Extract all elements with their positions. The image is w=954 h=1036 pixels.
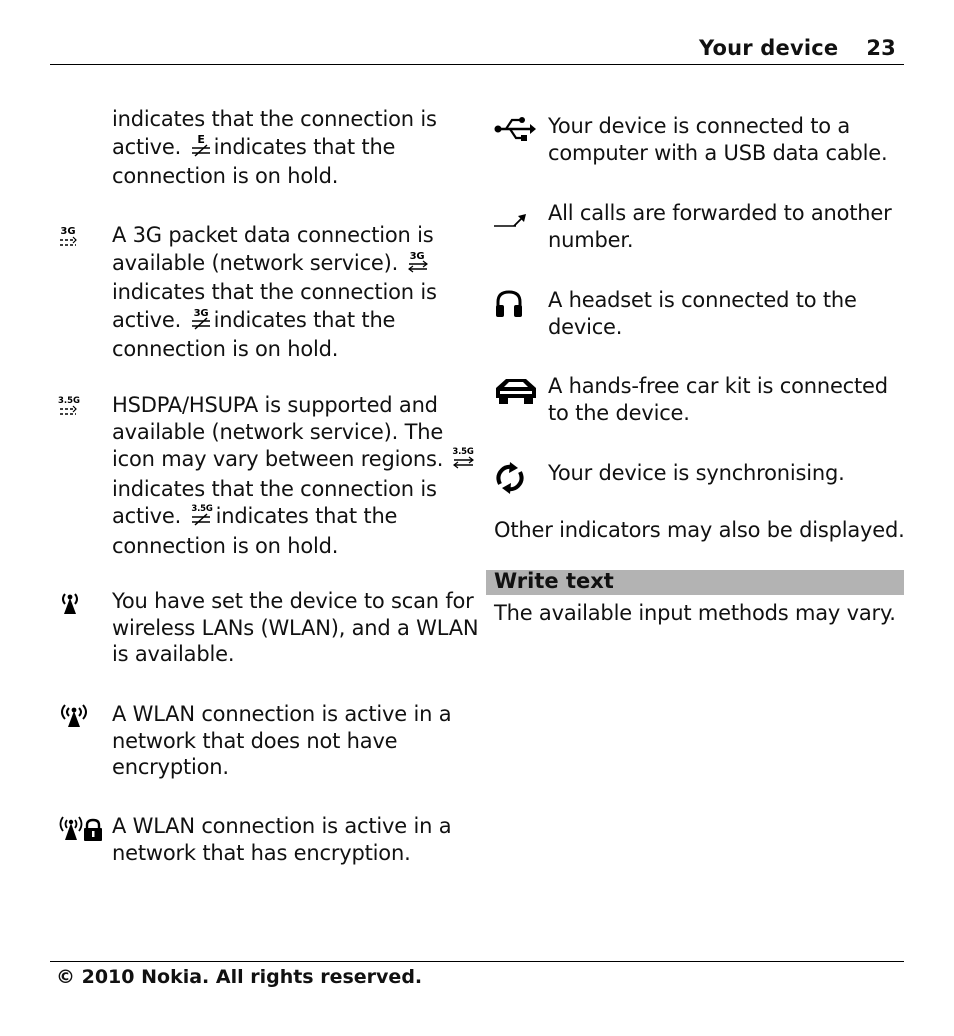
entry-text: A WLAN connection is active in a network that has encryption. <box>112 814 452 865</box>
entry-text: HSDPA/HSUPA is supported and available (network service). The icon may vary between regions. 3.5G indicates that the connection is active. 3.5G indicates that the connection is on hold. <box>112 392 478 559</box>
3g-active-icon <box>407 249 429 280</box>
svg-text:3.5G: 3.5G <box>58 396 81 406</box>
page-footer <box>50 961 904 988</box>
entry-text: A 3G packet data connection is available (network service). 3G indicates that the connection is active. 3G indicates that the connection is on hold. <box>112 223 437 361</box>
usb-icon <box>494 115 536 147</box>
page-number: 23 <box>866 36 896 60</box>
hsdpa-active-icon <box>452 445 476 476</box>
3g-hold-icon <box>190 306 212 337</box>
header-text <box>699 36 896 60</box>
entry-text: A hands-free car kit is connected to the device. <box>548 374 888 425</box>
egprs-hold-icon <box>190 133 212 164</box>
page-header <box>50 36 904 65</box>
entry-text: Your device is synchronising. <box>548 461 845 485</box>
entry-text: Your device is connected to a computer with a USB data cable. <box>548 114 888 165</box>
section-body-text: The available input methods may vary. <box>494 601 896 625</box>
headset-icon <box>494 289 524 323</box>
entry-text: A WLAN connection is active in a network that does not have encryption. <box>112 702 452 779</box>
svg-text:3G: 3G <box>409 250 424 262</box>
entry-text: You have set the device to scan for wireless LANs (WLAN), and a WLAN is available. <box>112 589 479 666</box>
svg-text:E: E <box>196 132 205 146</box>
car-kit-icon <box>494 376 538 410</box>
hsdpa-hold-icon <box>190 502 214 533</box>
wlan-encrypted-icon <box>58 815 104 847</box>
svg-text:3G: 3G <box>60 226 76 237</box>
other-indicators-text: Other indicators may also be displayed. <box>494 518 905 542</box>
svg-text:3.5G: 3.5G <box>452 447 474 457</box>
wlan-antenna-icon <box>58 590 82 620</box>
section-title: Write text <box>494 569 614 593</box>
svg-text:3G: 3G <box>193 307 208 319</box>
wlan-active-icon <box>58 703 90 733</box>
section-name: Your device <box>698 36 839 60</box>
section-heading-bar <box>486 570 904 595</box>
hsdpa-available-icon <box>58 394 82 426</box>
svg-text:3.5G: 3.5G <box>190 504 213 514</box>
entry-text: A headset is connected to the device. <box>548 288 857 339</box>
call-forward-icon <box>494 206 526 234</box>
entry-text: All calls are forwarded to another number. <box>548 201 892 252</box>
entry-text: indicates that the connection is active. E indicates that the connection is on hold. <box>112 107 437 188</box>
copyright-text: © 2010 Nokia. All rights reserved. <box>56 966 423 988</box>
3g-available-icon <box>58 224 80 256</box>
sync-icon <box>494 462 526 498</box>
